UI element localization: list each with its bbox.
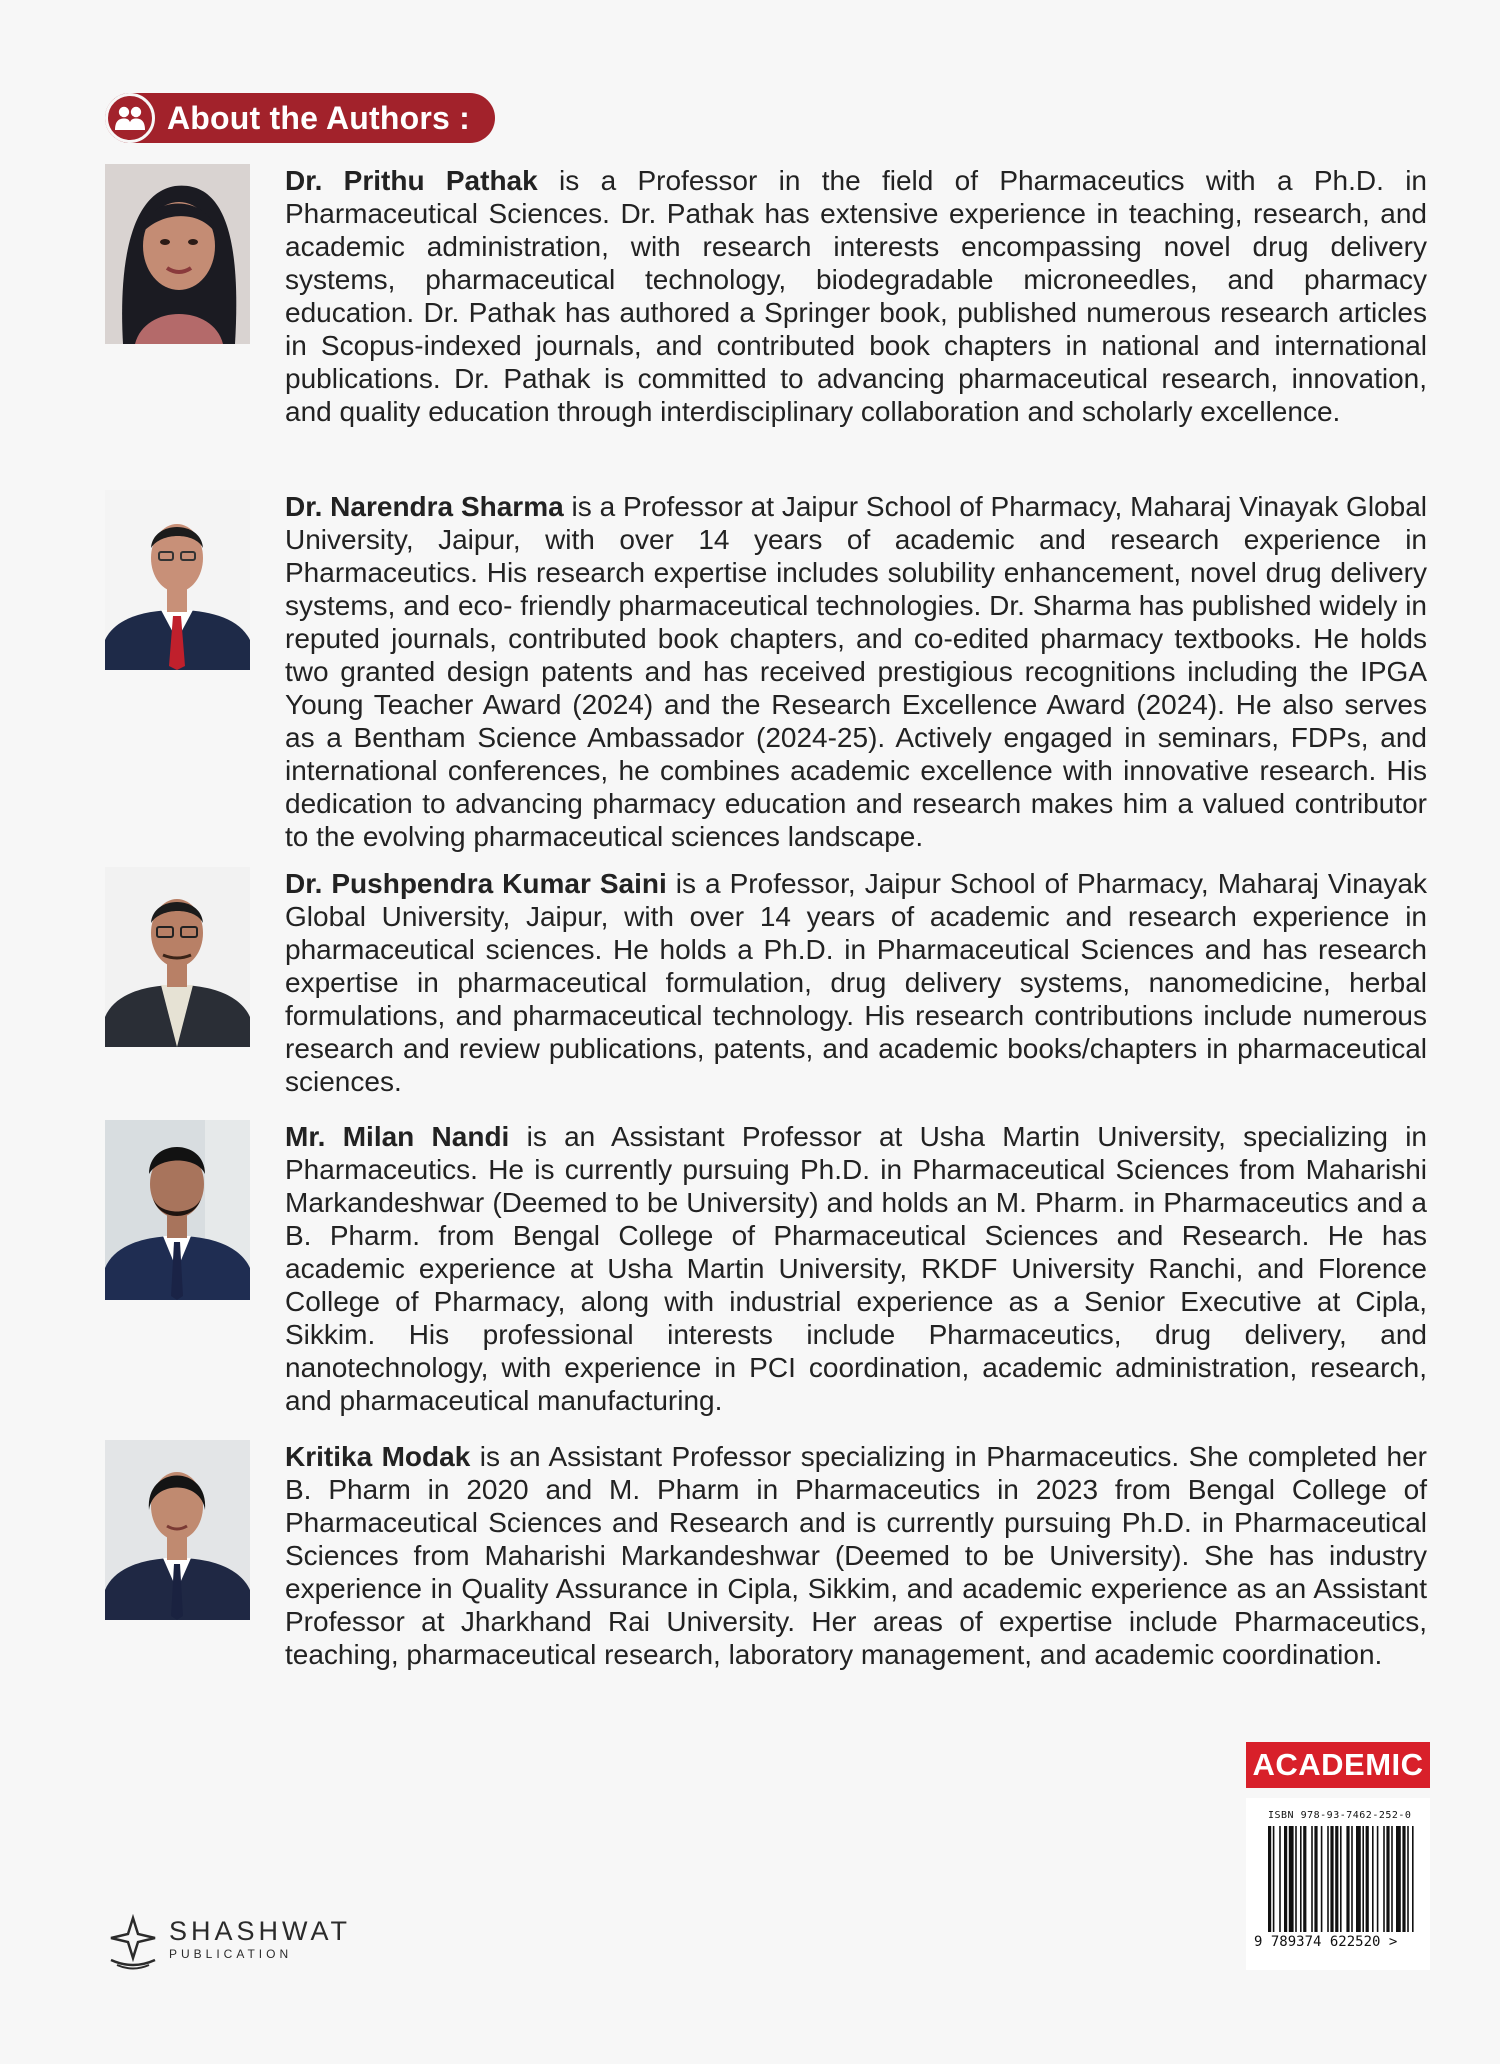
section-title: About the Authors : (167, 99, 471, 136)
publisher-name: SHASHWAT (169, 1916, 352, 1946)
author-photo (105, 164, 250, 344)
barcode-digits: 9 789374 622520 > (1254, 1934, 1398, 1950)
author-bio-text: is an Assistant Professor at Usha Martin University, specializing in Pharmaceutics. He is currently pursuing Ph.D. in Pharmaceutical Sciences from Maharishi Markandeshwar (Deemed to be University) and holds an M. Pharm. in Pharmaceutics and a B. Pharm. from Bengal College of Pharmaceutical Sciences and Research. He has academic experience at Usha Martin University, RKDF University Ranchi, and Florence College of Pharmacy, along with industrial experience as a Senior Executive at Cipla, Sikkim. His professional interests include Pharmaceutics, drug delivery, and nanotechnology, with experience in PCI coordination, academic administration, research, and pharmaceutical manufacturing. (285, 1121, 1427, 1416)
author-name: Dr. Narendra Sharma (285, 491, 564, 522)
author-bio (285, 1120, 1427, 1417)
author-bio (285, 867, 1427, 1098)
shashwat-logo-icon (105, 1914, 161, 1970)
publisher-subtitle: PUBLICATION (169, 1947, 293, 1961)
author-photo (105, 867, 250, 1047)
author-bio (285, 1440, 1427, 1671)
author-name: Mr. Milan Nandi (285, 1121, 510, 1152)
author-name: Kritika Modak (285, 1441, 471, 1472)
isbn-label: ISBN 978-93-7462-252-0 (1268, 1810, 1412, 1821)
author-name: Dr. Prithu Pathak (285, 165, 538, 196)
author-photo (105, 490, 250, 670)
author-bio-text: is a Professor at Jaipur School of Pharmacy, Maharaj Vinayak Global University, Jaipur, with over 14 years of academic and research experience in Pharmaceutics. His research expertise includes solubility enhancement, novel drug delivery systems, and eco- friendly pharmaceutical technologies. Dr. Sharma has published widely in reputed journals, contributed book chapters, and co-edited pharmacy textbooks. He holds two granted design patents and has received prestigious recognitions including the IPGA Young Teacher Award (2024) and the Research Excellence Award (2024). He also serves as a Bentham Science Ambassador (2024-25). Actively engaged in seminars, FDPs, and international conferences, he combines academic excellence with innovative research. His dedication to advancing pharmacy education and research makes him a valued contributor to the evolving pharmaceutical sciences landscape. (285, 491, 1427, 852)
author-name: Dr. Pushpendra Kumar Saini (285, 868, 667, 899)
section-header (105, 93, 495, 143)
people-icon (105, 93, 155, 143)
author-photo (105, 1120, 250, 1300)
publisher-logo (105, 1912, 352, 1972)
author-bio-text: is a Professor in the field of Pharmaceutics with a Ph.D. in Pharmaceutical Sciences. Dr. Pathak has extensive experience in teaching, research, and academic administration, with research interests encompassing novel drug delivery systems, pharmaceutical technology, biodegradable microneedles, and pharmacy education. Dr. Pathak has authored a Springer book, published numerous research articles in Scopus-indexed journals, and contributed book chapters in national and international publications. Dr. Pathak is committed to advancing pharmaceutical research, innovation, and quality education through interdisciplinary collaboration and scholarly excellence. (285, 165, 1427, 427)
author-bio (285, 164, 1427, 428)
author-bio-text: is a Professor, Jaipur School of Pharmacy, Maharaj Vinayak Global University, Jaipur, with over 14 years of academic and research experience in pharmaceutical sciences. He holds a Ph.D. in Pharmaceutical Sciences and has research expertise in pharmaceutical formulation, drug delivery systems, nanomedicine, herbal formulations, and pharmaceutical technology. His research contributions include numerous research and review publications, patents, and academic books/chapters in pharmaceutical sciences. (285, 868, 1427, 1097)
author-photo (105, 1440, 250, 1620)
author-bio (285, 490, 1427, 853)
author-bio-text: is an Assistant Professor specializing in Pharmaceutics. She completed her B. Pharm in 2020 and M. Pharm in Pharmaceutics in 2023 from Bengal College of Pharmaceutical Sciences and Research and is currently pursuing Ph.D. in Pharmaceutical Sciences from Maharishi Markandeshwar (Deemed to be University). She has industry experience in Quality Assurance in Cipla, Sikkim, and academic experience as an Assistant Professor at Jharkhand Rai University. Her areas of expertise include Pharmaceutics, teaching, pharmaceutical research, laboratory management, and academic coordination. (285, 1441, 1427, 1670)
isbn-barcode (1246, 1798, 1430, 1970)
category-tag: ACADEMIC (1246, 1742, 1430, 1788)
